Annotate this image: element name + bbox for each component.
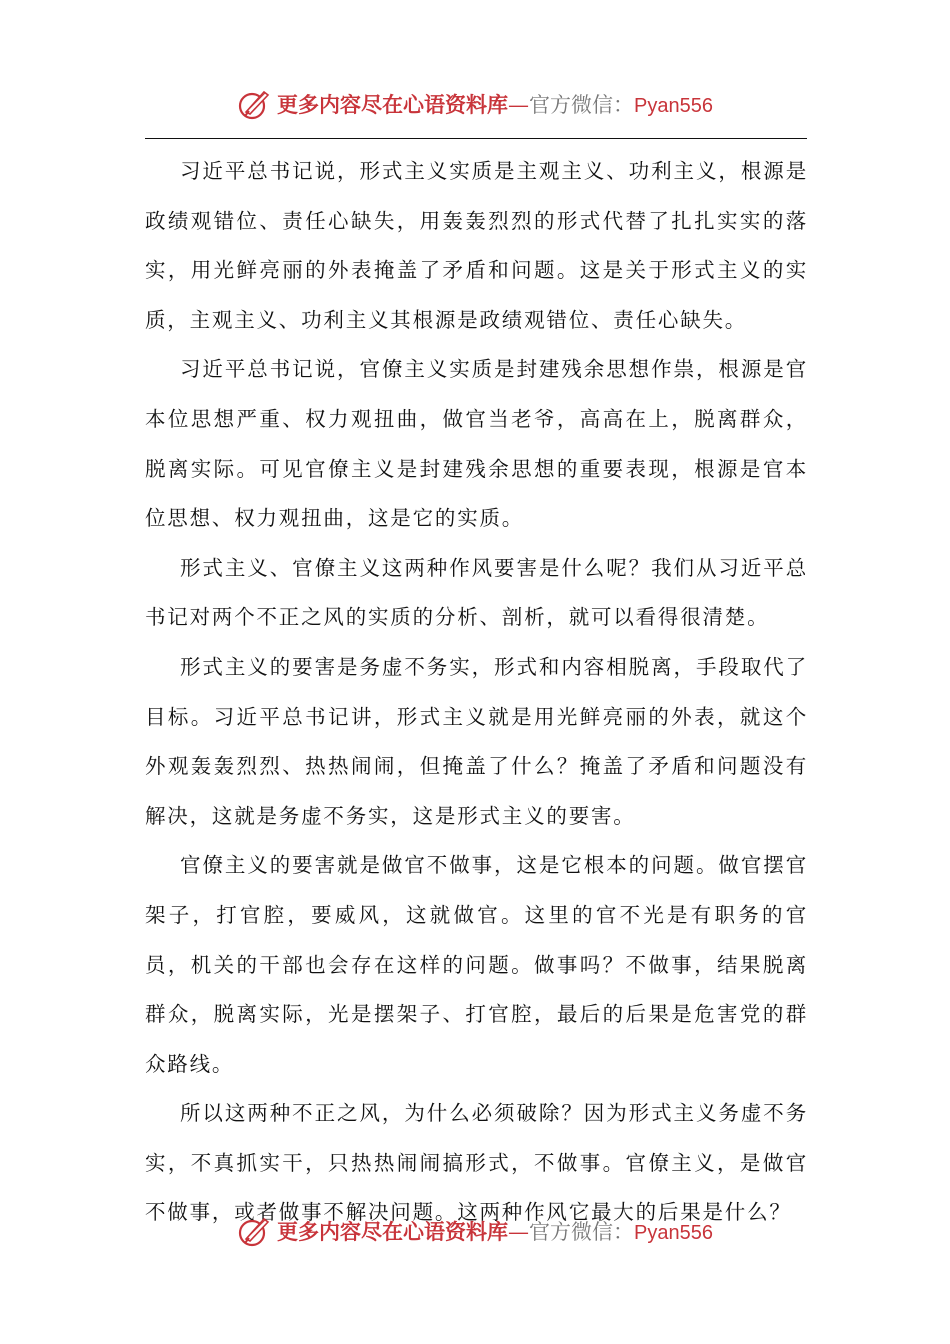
header-banner-text bbox=[277, 89, 713, 119]
quill-pen-logo-icon bbox=[237, 87, 271, 121]
paragraph-1: 习近平总书记说，形式主义实质是主观主义、功利主义，根源是政绩观错位、责任心缺失，用轰轰烈烈的形式代替了扎扎实实的落实，用光鲜亮丽的外表掩盖了矛盾和问题。这是关于形式主义的实质，主观主义、功利主义其根源是政绩观错位、责任心缺失。 bbox=[145, 159, 808, 332]
footer-brand-sub: 官方微信： bbox=[529, 1220, 635, 1244]
paragraph-3: 形式主义、官僚主义这两种作风要害是什么呢？我们从习近平总书记对两个不正之风的实质的分析、剖析，就可以看得很清楚。 bbox=[145, 555, 808, 630]
header-brand-main: 更多内容尽在心语资料库 bbox=[277, 92, 509, 117]
page-header-banner bbox=[0, 82, 950, 126]
header-divider bbox=[145, 138, 807, 139]
paragraph-6: 所以这两种不正之风，为什么必须破除？因为形式主义务虚不务实，不真抓实干，只热热闹闹搞形式，不做事。官僚主义，是做官不做事，或者做事不解决问题。这两种作风它最大的后果是什么？ bbox=[145, 1101, 808, 1225]
footer-brand-id: Pyan556 bbox=[634, 1222, 713, 1244]
document-body bbox=[145, 147, 808, 1238]
header-brand-sub: 官方微信： bbox=[529, 93, 635, 117]
quill-pen-logo-icon bbox=[237, 1214, 271, 1248]
page-footer-banner bbox=[0, 1209, 950, 1253]
header-brand-id: Pyan556 bbox=[634, 95, 713, 117]
footer-brand-main: 更多内容尽在心语资料库 bbox=[277, 1219, 509, 1244]
paragraph-2: 习近平总书记说，官僚主义实质是封建残余思想作祟，根源是官本位思想严重、权力观扭曲，做官当老爷，高高在上，脱离群众，脱离实际。可见官僚主义是封建残余思想的重要表现，根源是官本位思想、权力观扭曲，这是它的实质。 bbox=[145, 357, 808, 531]
footer-brand-dash: — bbox=[508, 1220, 530, 1244]
header-brand-dash: — bbox=[508, 93, 530, 117]
footer-banner-text bbox=[277, 1216, 713, 1246]
paragraph-5: 官僚主义的要害就是做官不做事，这是它根本的问题。做官摆官架子，打官腔，要威风，这就做官。这里的官不光是有职务的官员，机关的干部也会存在这样的问题。做事吗？不做事，结果脱离群众，脱离实际，光是摆架子、打官腔，最后的后果是危害党的群众路线。 bbox=[145, 853, 808, 1076]
paragraph-4: 形式主义的要害是务虚不务实，形式和内容相脱离，手段取代了目标。习近平总书记讲，形式主义就是用光鲜亮丽的外表，就这个外观轰轰烈烈、热热闹闹，但掩盖了什么？掩盖了矛盾和问题没有解决，这就是务虚不务实，这是形式主义的要害。 bbox=[145, 654, 808, 828]
